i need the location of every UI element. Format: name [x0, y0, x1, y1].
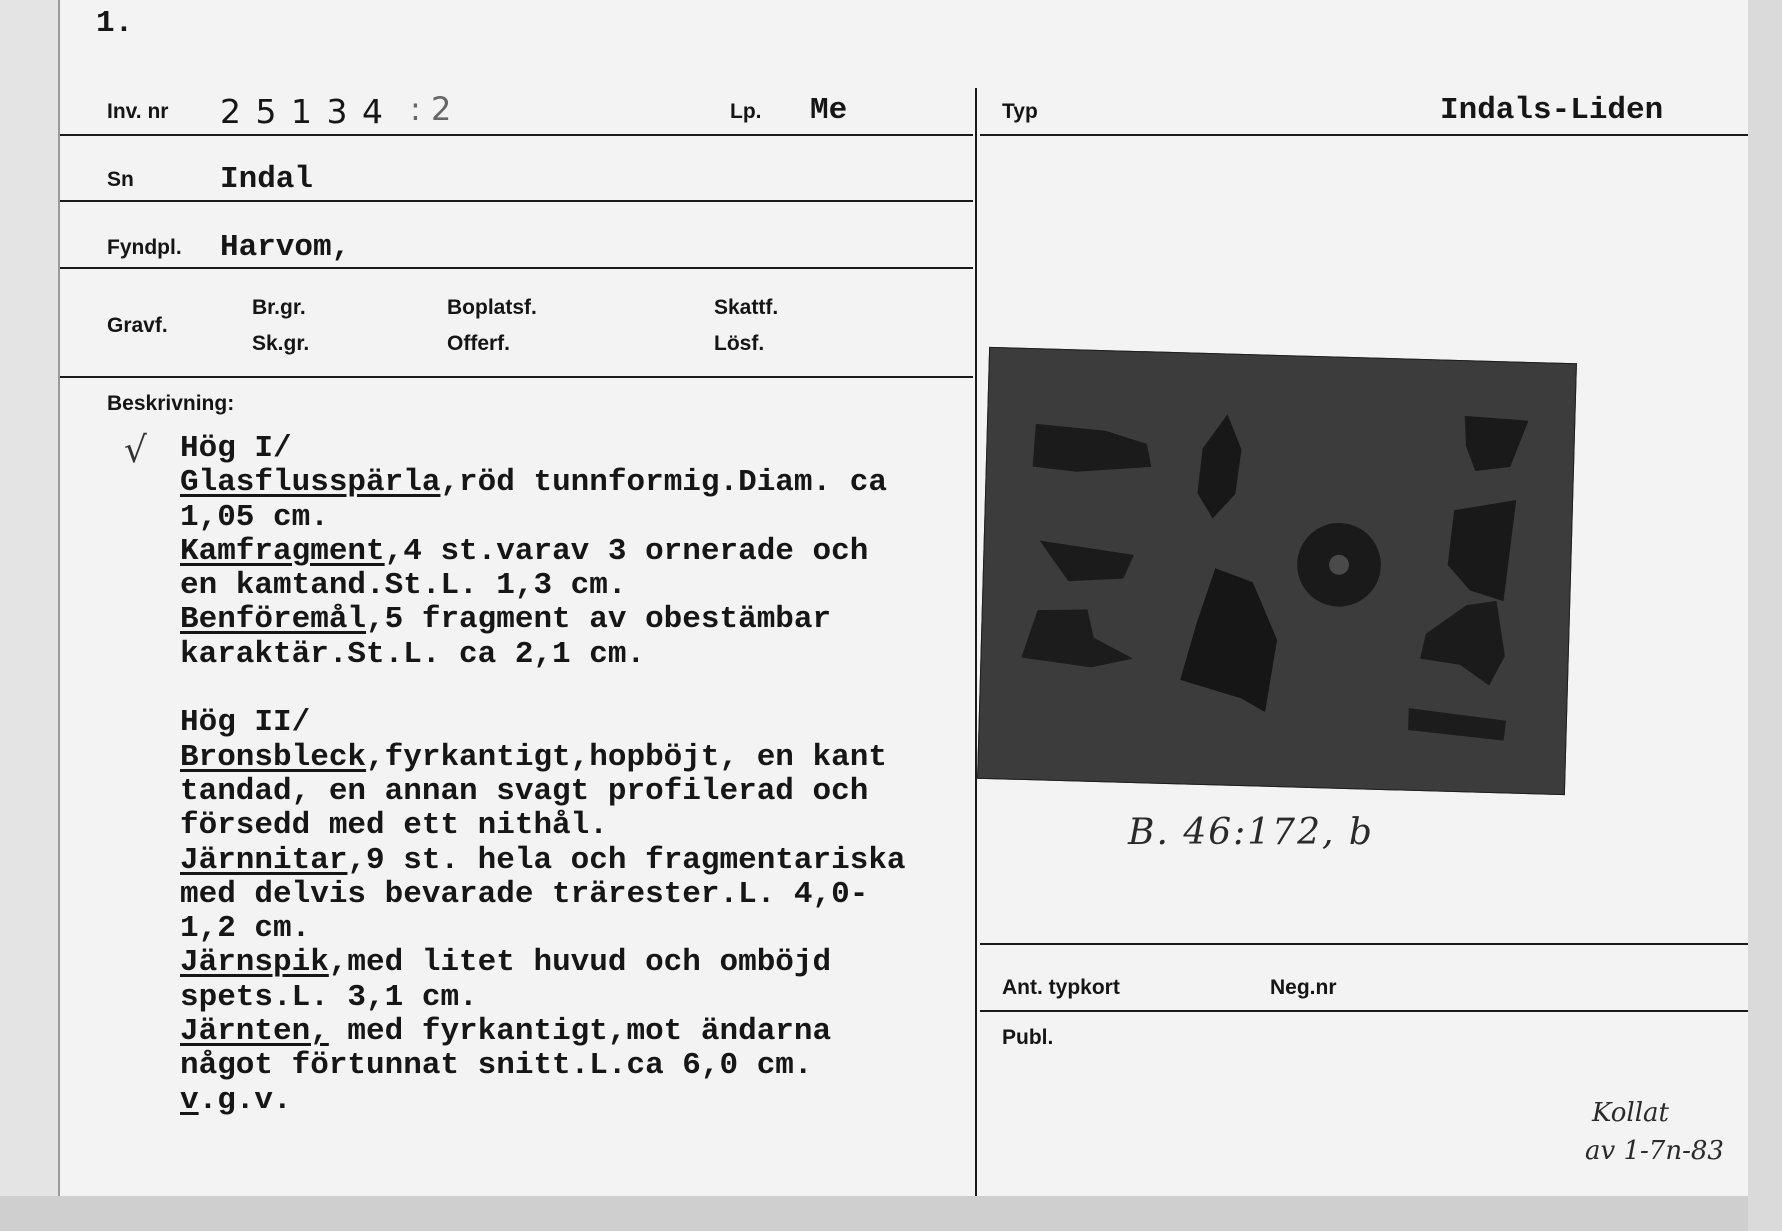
artifact-photo: [977, 347, 1577, 795]
rule-ant-bottom: [980, 1010, 1748, 1012]
typ-value: Indals-Liden: [1440, 93, 1664, 128]
description-line: [180, 844, 906, 878]
gravf-label: Gravf.: [107, 314, 168, 337]
description-line: [180, 1015, 906, 1049]
fyndpl-label: Fyndpl.: [107, 236, 182, 259]
item-text: ,med litet huvud och omböjd: [328, 945, 832, 981]
rule-fyndpl: [60, 267, 973, 269]
item-text: med fyrkantigt,mot ändarna: [328, 1014, 832, 1050]
fyndpl-value: Harvom,: [220, 230, 351, 265]
item-name: Glasflusspärla: [180, 465, 441, 501]
neg-nr-label: Neg.nr: [1270, 976, 1337, 999]
ant-typkort-label: Ant. typkort: [1002, 976, 1120, 999]
description-line: [180, 878, 906, 912]
item-text: .g.v.: [198, 1082, 292, 1118]
description-line: [180, 501, 906, 535]
item-text: ,röd tunnformig.Diam. ca: [440, 465, 887, 501]
description-line: [180, 1084, 906, 1118]
item-text: 1,2 cm.: [180, 911, 311, 947]
description-line: [180, 912, 906, 946]
sn-value: Indal: [220, 162, 314, 197]
handwritten-note-line1: Kollat: [1592, 1098, 1669, 1128]
item-text: en kamtand.St.L. 1,3 cm.: [180, 568, 627, 604]
item-text: ,4 st.varav 3 ornerade och: [384, 533, 869, 569]
handwritten-note-line2: av 1-7n-83: [1585, 1136, 1724, 1166]
item-name: Järnspik: [180, 945, 329, 981]
lp-value: Me: [810, 93, 848, 128]
item-text: Hög II/: [180, 705, 311, 741]
publ-label: Publ.: [1002, 1026, 1054, 1049]
item-name: v: [180, 1082, 199, 1118]
item-text: något förtunnat snitt.L.ca 6,0 cm.: [180, 1048, 813, 1084]
lp-label: Lp.: [730, 100, 762, 123]
description-line: [180, 672, 906, 706]
item-name: Kamfragment: [180, 533, 385, 569]
sn-label: Sn: [107, 168, 134, 191]
description-line: [180, 775, 906, 809]
description-line: [180, 603, 906, 637]
inv-nr-suffix: : 2: [410, 90, 452, 128]
beskrivning-label: Beskrivning:: [107, 392, 235, 415]
description-line: [180, 809, 906, 843]
item-text: försedd med ett nithål.: [180, 808, 608, 844]
card-shadow: [0, 1196, 1782, 1231]
boplatsf-label: Boplatsf.: [447, 296, 537, 319]
item-name: Järnten,: [180, 1014, 329, 1050]
description-line: [180, 1049, 906, 1083]
item-text: med delvis bevarade trärester.L. 4,0-: [180, 876, 869, 912]
sk-gr-label: Sk.gr.: [252, 332, 310, 355]
item-text: tandad, en annan svagt profilerad och: [180, 773, 869, 809]
losf-label: Lösf.: [714, 332, 765, 355]
rule-sn: [60, 200, 973, 202]
skattf-label: Skattf.: [714, 296, 779, 319]
offerf-label: Offerf.: [447, 332, 510, 355]
item-name: Benföremål: [180, 602, 367, 638]
rule-gravf: [60, 376, 973, 378]
card-number: 1.: [96, 6, 134, 41]
item-text: karaktär.St.L. ca 2,1 cm.: [180, 636, 646, 672]
inv-nr-value: 2 5 1 3 4: [220, 92, 385, 131]
rule-typ: [980, 134, 1748, 136]
photo-caption: B. 46:172, b: [1128, 812, 1374, 853]
description-line: [180, 466, 906, 500]
description-line: [180, 638, 906, 672]
item-name: Bronsbleck: [180, 739, 367, 775]
typ-label: Typ: [1002, 100, 1038, 123]
description-line: [180, 432, 906, 466]
br-gr-label: Br.gr.: [252, 296, 306, 319]
description-line: [180, 569, 906, 603]
description-line: [180, 981, 906, 1015]
description-line: [180, 946, 906, 980]
item-name: Järnnitar: [180, 842, 348, 878]
check-mark: √: [124, 430, 147, 471]
description-text: [180, 432, 906, 1118]
inv-nr-label: Inv. nr: [107, 100, 169, 123]
item-text: ,fyrkantigt,hopböjt, en kant: [366, 739, 887, 775]
description-line: [180, 706, 906, 740]
description-line: [180, 741, 906, 775]
item-text: Hög I/: [180, 431, 292, 466]
item-text: ,5 fragment av obestämbar: [366, 602, 832, 638]
item-text: spets.L. 3,1 cm.: [180, 979, 478, 1015]
item-text: ,9 st. hela och fragmentariska: [347, 842, 906, 878]
item-text: 1,05 cm.: [180, 499, 329, 535]
rule-ant-top: [980, 943, 1748, 945]
description-line: [180, 535, 906, 569]
column-divider: [975, 88, 977, 1196]
card-edge: [1748, 0, 1782, 1231]
rule-inv: [60, 134, 973, 136]
